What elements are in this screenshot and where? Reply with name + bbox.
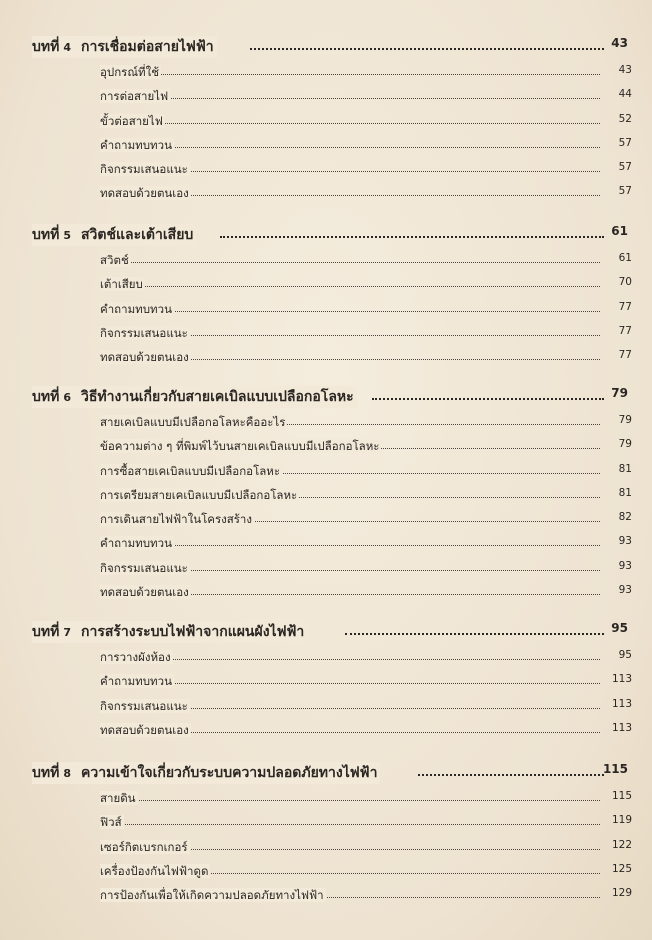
toc-entry [0, 272, 652, 296]
toc-entry [0, 321, 652, 345]
entry-page: 93 [618, 584, 632, 597]
entry-title: การซื้อสายเคเบิลแบบมีเปลือกอโลหะ [100, 463, 281, 478]
toc-entry [0, 483, 652, 507]
entry-title: คำถามทบทวน [100, 674, 172, 689]
toc-entry [0, 718, 652, 742]
entry-page: 57 [618, 136, 632, 149]
entry-page: 61 [618, 252, 632, 264]
chapter-label: บทที่ [32, 624, 60, 640]
chapter-label: บทที่ [32, 765, 60, 781]
entry-title: ทดสอบด้วยตนเอง [100, 350, 189, 365]
toc-entry [0, 859, 652, 883]
entry-title: อุปกรณ์ที่ใช้ [100, 65, 160, 79]
entry-title: เครื่องป้องกันไฟฟ้าดูด [100, 863, 209, 878]
entry-page: 113 [611, 673, 632, 686]
chapter-heading [0, 621, 652, 645]
toc-entry [0, 60, 652, 84]
entry-page: 79 [618, 414, 632, 426]
chapter-label: บทที่ [32, 227, 60, 243]
entry-title: การป้องกันเพื่อให้เกิดความปลอดภัยทางไฟฟ้า [100, 888, 324, 903]
entry-title: ทดสอบด้วยตนเอง [100, 722, 189, 737]
entry-page: 44 [618, 88, 632, 101]
entry-title: คำถามทบทวน [100, 137, 172, 152]
entry-page: 43 [618, 64, 632, 76]
entry-title: คำถามทบทวน [100, 301, 172, 316]
chapter-heading [0, 224, 652, 248]
entry-page: 79 [618, 438, 632, 451]
chapter-page: 79 [611, 386, 628, 400]
chapter-number: 8 [63, 767, 71, 780]
toc-entry [0, 835, 652, 859]
chapter-page: 61 [611, 224, 628, 238]
entry-title: การวางผังห้อง [100, 650, 171, 664]
entry-page: 77 [618, 324, 632, 337]
toc-entry [0, 810, 652, 834]
chapter-title: วิธีทำงานเกี่ยวกับสายเคเบิลแบบเปลือกอโลหะ [81, 389, 354, 405]
entry-page: 115 [611, 790, 632, 802]
entry-title: สายดิน [100, 791, 136, 805]
chapter-number: 6 [63, 391, 71, 404]
toc-entry [0, 669, 652, 693]
entry-title: กิจกรรมเสนอแนะ [100, 325, 188, 340]
chapter-4 [0, 36, 652, 206]
entry-title: ทดสอบด้วยตนเอง [100, 186, 189, 201]
entry-title: ฟิวส์ [100, 815, 122, 830]
chapter-number: 7 [63, 626, 71, 639]
chapter-page: 43 [611, 36, 628, 50]
entry-page: 113 [611, 697, 632, 710]
entry-page: 82 [618, 511, 632, 524]
toc-entry [0, 556, 652, 580]
toc-entry [0, 84, 652, 108]
chapter-title: ความเข้าใจเกี่ยวกับระบบความปลอดภัยทางไฟฟ้า [81, 765, 378, 781]
entry-page: 95 [618, 649, 632, 661]
entry-page: 77 [618, 300, 632, 313]
entry-page: 129 [611, 887, 632, 900]
toc-entry [0, 531, 652, 555]
toc-entry [0, 645, 652, 669]
toc-entry [0, 459, 652, 483]
leader-dots [345, 631, 604, 635]
leader-dots [220, 234, 604, 238]
entry-page: 81 [618, 462, 632, 475]
chapter-page: 115 [602, 762, 628, 776]
entry-page: 81 [618, 486, 632, 499]
entry-page: 93 [618, 559, 632, 572]
entry-title: กิจกรรมเสนอแนะ [100, 560, 188, 575]
entry-page: 57 [618, 161, 632, 174]
chapter-number: 5 [63, 229, 71, 242]
chapter-7 [0, 621, 652, 742]
entry-title: สายเคเบิลแบบมีเปลือกอโลหะคืออะไร [100, 415, 286, 429]
entry-page: 122 [611, 838, 632, 851]
entry-title: สวิตช์ [100, 253, 129, 267]
chapter-6 [0, 386, 652, 604]
leader-dots [372, 396, 604, 400]
toc-entry [0, 133, 652, 157]
entry-title: ข้อความต่าง ๆ ที่พิมพ์ไว้บนสายเคเบิลแบบมีเปลือกอโลหะ [100, 439, 380, 454]
entry-title: กิจกรรมเสนอแนะ [100, 698, 188, 713]
chapter-title: สวิตช์และเต้าเสียบ [81, 227, 194, 243]
chapter-title: การเชื่อมต่อสายไฟฟ้า [81, 39, 214, 55]
toc-entry [0, 181, 652, 205]
toc-entry [0, 580, 652, 604]
entry-title: การเตรียมสายเคเบิลแบบมีเปลือกอโลหะ [100, 487, 298, 502]
leader-dots [250, 46, 604, 50]
entry-title: การต่อสายไฟ [100, 89, 169, 104]
entry-page: 77 [618, 349, 632, 362]
entry-title: คำถามทบทวน [100, 536, 172, 551]
entry-title: กิจกรรมเสนอแนะ [100, 162, 188, 177]
entry-page: 70 [618, 276, 632, 289]
chapter-label: บทที่ [32, 389, 60, 405]
toc-entry [0, 786, 652, 810]
entry-title: ทดสอบด้วยตนเอง [100, 585, 189, 600]
chapter-5 [0, 224, 652, 369]
toc-entry [0, 157, 652, 181]
entry-page: 113 [611, 721, 632, 734]
entry-title: ขั้วต่อสายไฟ [100, 113, 163, 128]
toc-entry [0, 434, 652, 458]
chapter-heading [0, 36, 652, 60]
entry-page: 93 [618, 535, 632, 548]
toc-entry [0, 694, 652, 718]
chapter-title: การสร้างระบบไฟฟ้าจากแผนผังไฟฟ้า [81, 624, 305, 640]
entry-title: เซอร์กิตเบรกเกอร์ [100, 839, 188, 854]
toc-entry [0, 507, 652, 531]
entry-title: เต้าเสียบ [100, 277, 143, 292]
entry-page: 52 [618, 112, 632, 125]
chapter-8 [0, 762, 652, 907]
chapter-heading [0, 386, 652, 410]
chapter-label: บทที่ [32, 39, 60, 55]
toc-entry [0, 345, 652, 369]
toc-entry [0, 410, 652, 434]
toc-entry [0, 297, 652, 321]
chapter-page: 95 [611, 621, 628, 635]
entry-page: 125 [611, 862, 632, 875]
entry-page: 119 [611, 814, 632, 827]
chapter-heading [0, 762, 652, 786]
entry-title: การเดินสายไฟฟ้าในโครงสร้าง [100, 512, 253, 527]
toc-entry [0, 248, 652, 272]
leader-dots [418, 772, 604, 776]
toc-entry [0, 883, 652, 907]
chapter-number: 4 [63, 41, 71, 54]
toc-entry [0, 109, 652, 133]
entry-page: 57 [618, 185, 632, 198]
